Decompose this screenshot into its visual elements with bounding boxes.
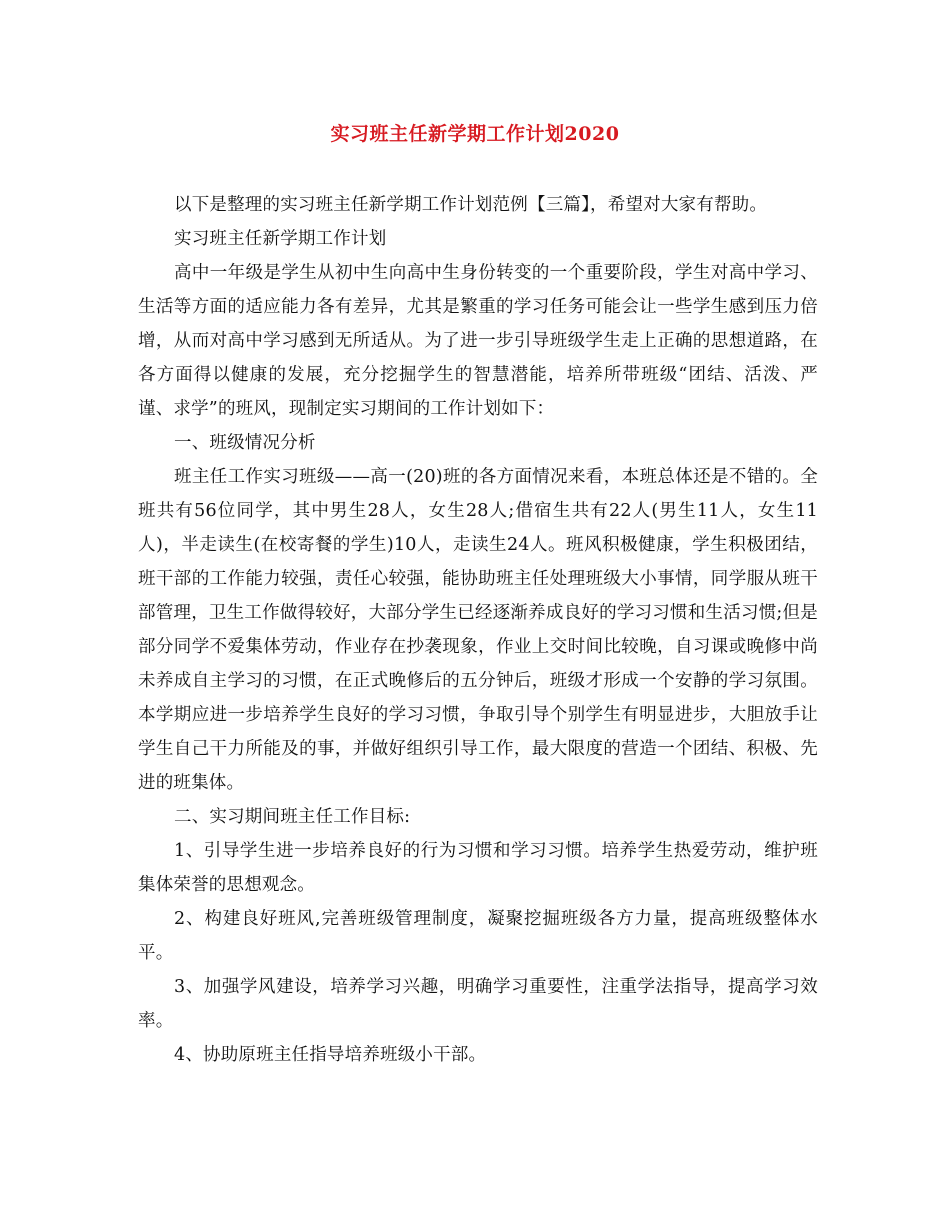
- goal-item-1: 1、引导学生进一步培养良好的行为习惯和学习习惯。培养学生热爱劳动，维护班集体荣誉的思想观念。: [138, 841, 818, 895]
- goal-item-3: 3、加强学风建设，培养学习兴趣，明确学习重要性，注重学法指导，提高学习效率。: [138, 977, 818, 1031]
- intro-paragraph: 以下是整理的实习班主任新学期工作计划范例【三篇】，希望对大家有帮助。: [174, 195, 768, 215]
- section-heading-1: 一、班级情况分析: [174, 433, 316, 453]
- document-title: 实习班主任新学期工作计划2020: [330, 123, 620, 145]
- background-paragraph: 高中一年级是学生从初中生向高中生身份转变的一个重要阶段，学生对高中学习、生活等方面的适应能力各有差异，尤其是繁重的学习任务可能会让一些学生感到压力倍增，从而对高中学习感到无所适从。为了进一步引导班级学生走上正确的思想道路，在各方面得以健康的发展，充分挖掘学生的智慧潜能，培养所带班级“团结、活泼、严谨、求学”的班风，现制定实习期间的工作计划如下：: [138, 263, 818, 419]
- subtitle-paragraph: 实习班主任新学期工作计划: [174, 229, 387, 249]
- section-heading-2: 二、实习期间班主任工作目标:: [174, 807, 411, 827]
- goal-item-2: 2、构建良好班风,完善班级管理制度，凝聚挖掘班级各方力量，提高班级整体水平。: [138, 909, 818, 963]
- goal-item-4: 4、协助原班主任指导培养班级小干部。: [174, 1045, 487, 1065]
- document-body: [138, 188, 818, 1072]
- class-analysis-paragraph: 班主任工作实习班级——高一(20)班的各方面情况来看，本班总体还是不错的。全班共有56位同学，其中男生28人，女生28人;借宿生共有22人(男生11人，女生11人)，半走读生(在校寄餐的学生)10人，走读生24人。班风积极健康，学生积极团结，班干部的工作能力较强，责任心较强，能协助班主任处理班级大小事情，同学服从班干部管理，卫生工作做得较好，大部分学生已经逐渐养成良好的学习习惯和生活习惯;但是部分同学不爱集体劳动，作业存在抄袭现象，作业上交时间比较晚，自习课或晚修中尚未养成自主学习的习惯，在正式晚修后的五分钟后，班级才形成一个安静的学习氛围。本学期应进一步培养学生良好的学习习惯，争取引导个别学生有明显进步，大胆放手让学生自己干力所能及的事，并做好组织引导工作，最大限度的营造一个团结、积极、先进的班集体。: [138, 467, 818, 793]
